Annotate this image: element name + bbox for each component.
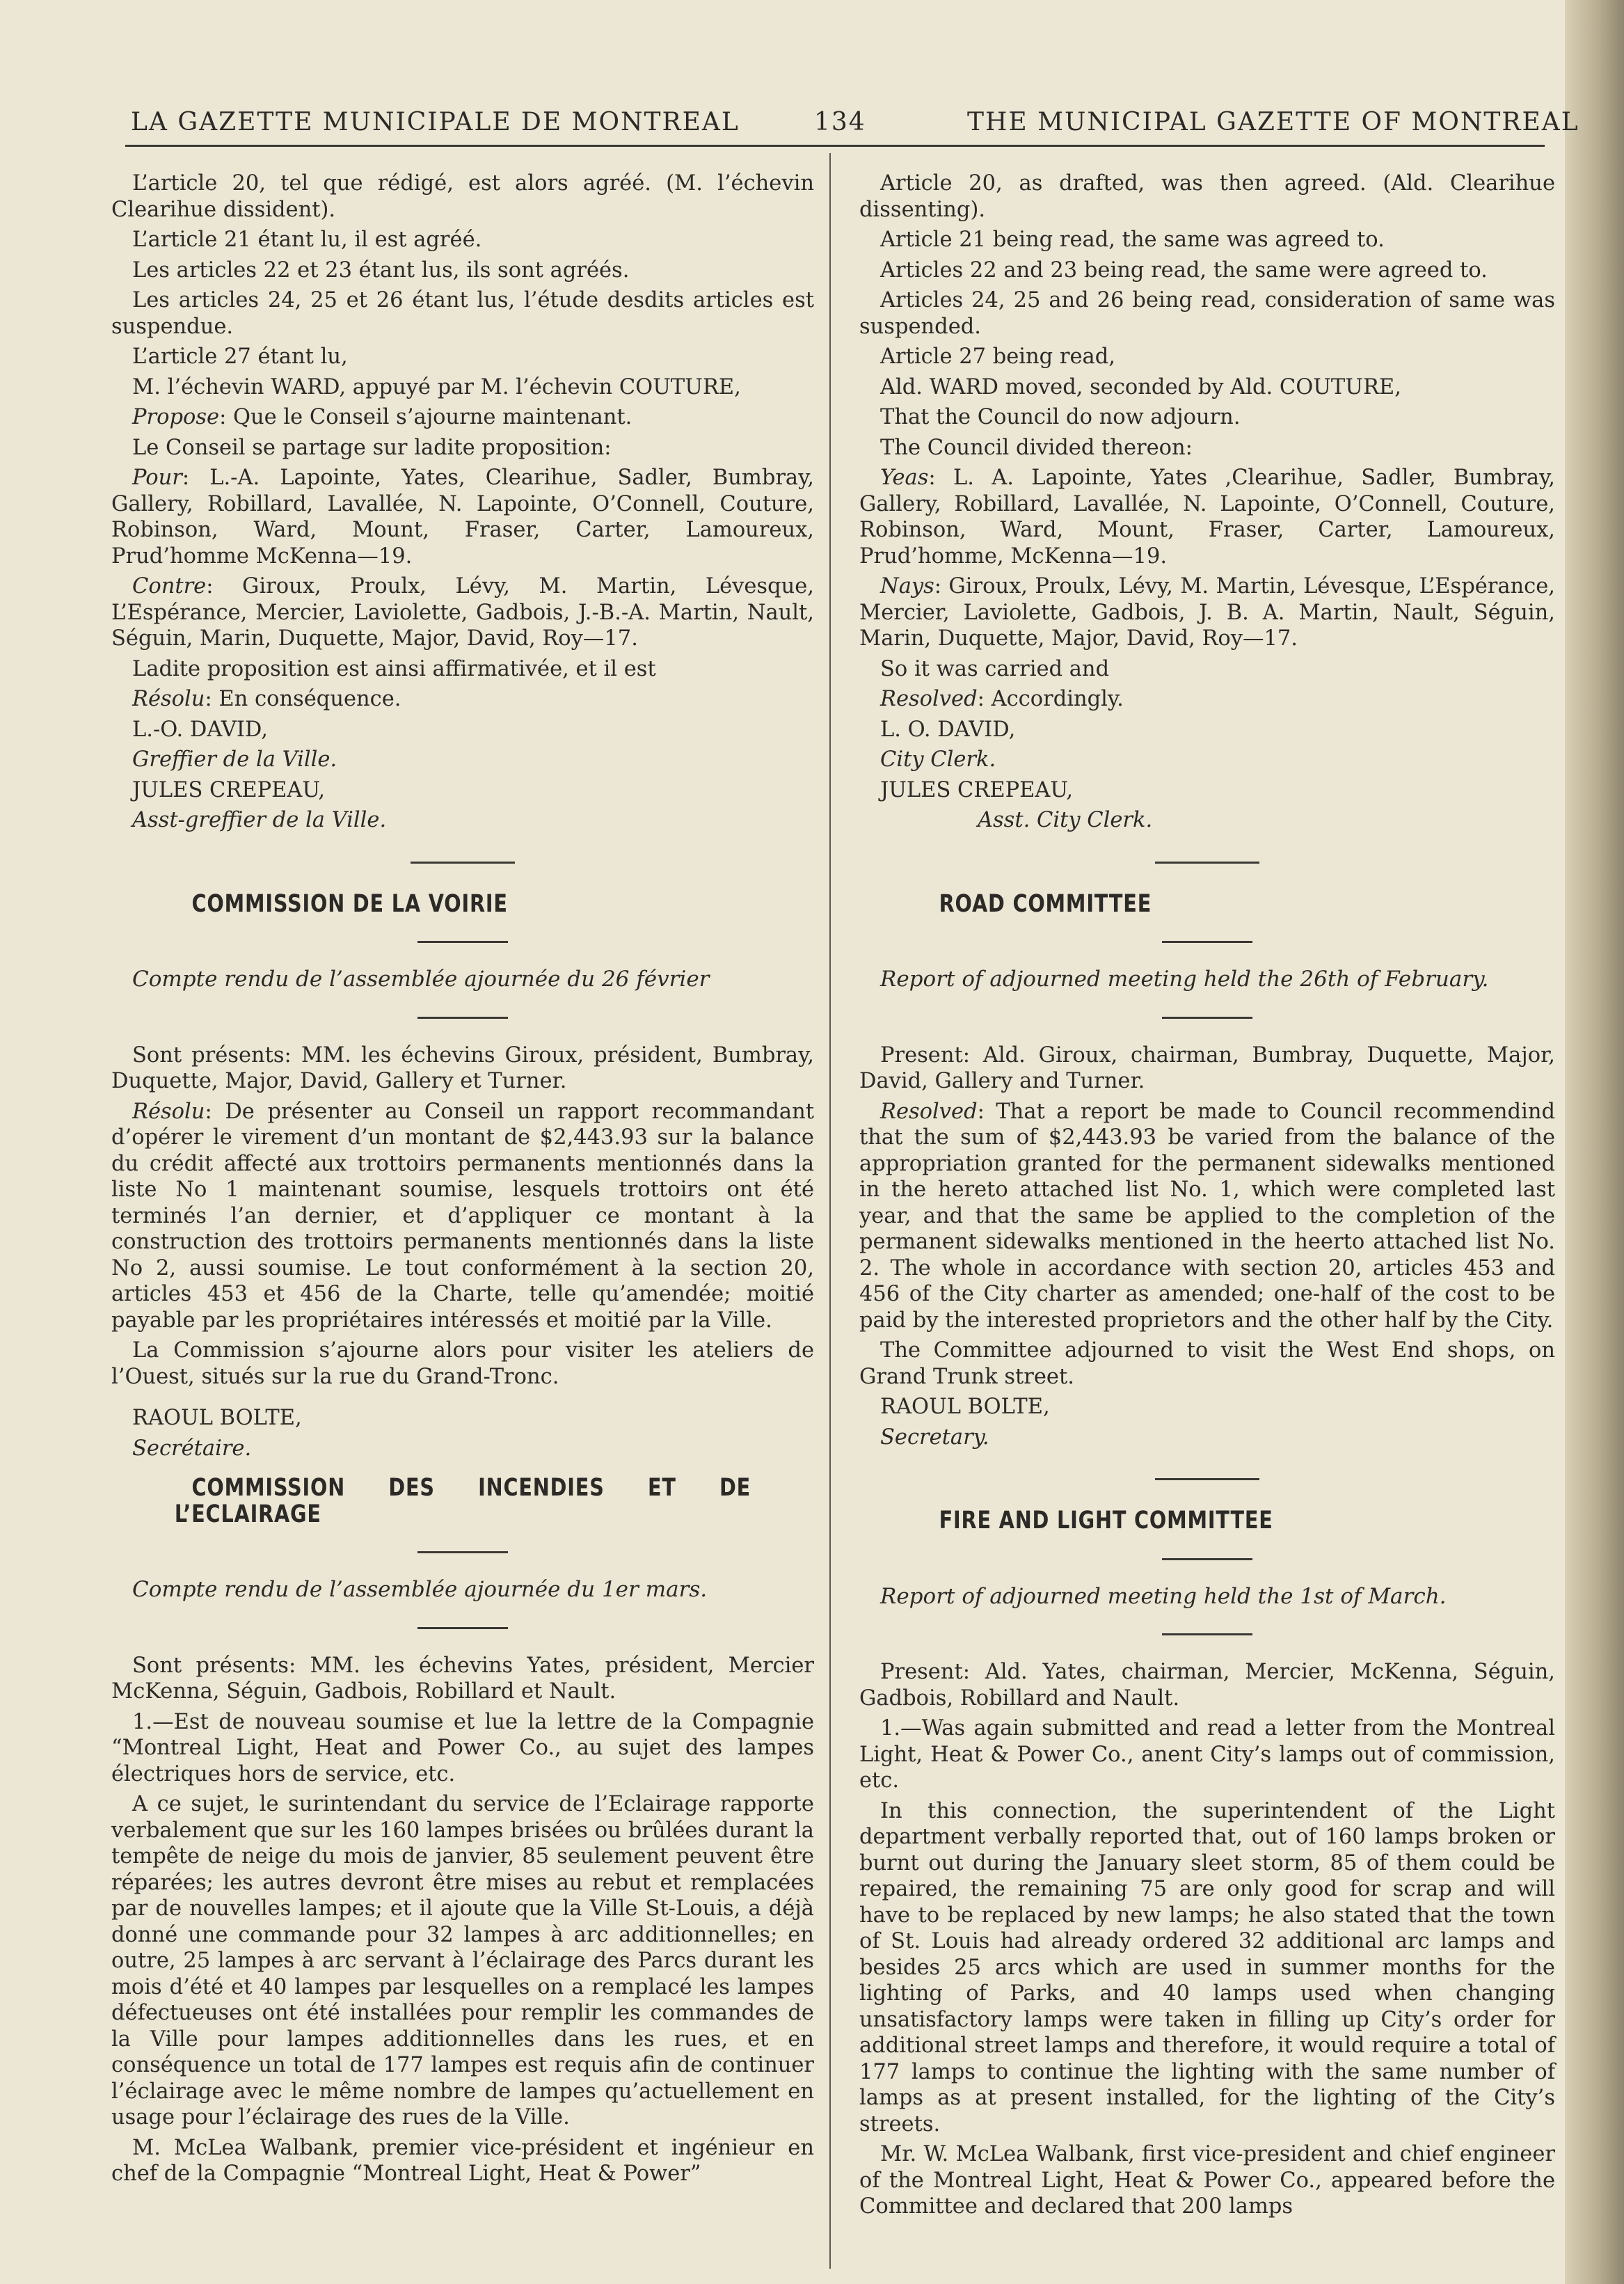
header-rule	[125, 145, 1545, 147]
paragraph: The Council divided thereon:	[880, 435, 1193, 460]
text: : Giroux, Proulx, Lévy, M. Martin, Lévesque, L’Espérance, Mercier, Laviolette, Gadbois, J.-B.-A. Martin, Nault, Séguin, Marin, Duquette, Major, David, Roy—17.	[111, 574, 814, 651]
running-header-french: LA GAZETTE MUNICIPALE DE MONTREAL	[131, 108, 740, 136]
label: Résolu	[132, 687, 205, 711]
signature-name: L.-O. DAVID,	[132, 717, 268, 742]
english-column	[859, 170, 1555, 2224]
section-heading: FIRE AND LIGHT COMMITTEE	[939, 1507, 1273, 1534]
paragraph: Les articles 24, 25 et 26 étant lus, l’étude desdits articles est suspendue.	[111, 288, 814, 339]
section-rule	[1162, 1633, 1252, 1635]
section-subheading: Report of adjourned meeting held the 1st of March.	[880, 1583, 1447, 1609]
paragraph: L’article 20, tel que rédigé, est alors agréé. (M. l’échevin Clearihue dissident).	[111, 171, 814, 222]
page-number: 134	[814, 108, 866, 136]
text: : Giroux, Proulx, Lévy, M. Martin, Lévesque, L’Espérance, Mercier, Laviolette, Gadbois, J. B. A. Martin, Nault, Séguin, Marin, Duquette, Major, David, Roy—17.	[859, 574, 1555, 651]
label: Propose	[132, 405, 220, 429]
paragraph: Ald. WARD moved, seconded by Ald. COUTURE,	[880, 374, 1401, 399]
running-header-english: THE MUNICIPAL GAZETTE OF MONTREAL	[967, 108, 1579, 136]
section-subheading: Compte rendu de l’assemblée ajournée du 26 février	[132, 967, 710, 992]
signature-name: RAOUL BOLTE,	[880, 1395, 1050, 1419]
text: : De présenter au Conseil un rapport recommandant d’opérer le virement d’un montant de $2,443.93 sur la balance du crédit affecté aux trottoirs permanents mentionnés dans la liste No 1 maintenant soumise, lesquels trottoirs ont été terminés l’an dernier, et d’appliquer ce montant à la construction des trottoirs permanents mentionnés dans la liste No 2, aussi soumise. Le tout conformément à la section 20, articles 453 et 456 de la Charte, telle qu’amendée; moitié payable par les propriétaires intéressés et moitié par la Ville.	[111, 1099, 814, 1333]
paragraph	[111, 686, 814, 713]
text: : L.-A. Lapointe, Yates, Clearihue, Sadler, Bumbray, Gallery, Robillard, Lavallée, N. Lapointe, O’Connell, Couture, Robinson, Ward, Mount, Fraser, Carter, Lamoureux, Prud’homme McKenna—19.	[111, 466, 814, 569]
paragraph: Article 20, as drafted, was then agreed. (Ald. Clearihue dissenting).	[859, 171, 1555, 222]
section-rule	[1155, 1478, 1259, 1480]
paragraph: That the Council do now adjourn.	[880, 405, 1241, 429]
page-edge	[1565, 0, 1624, 2284]
paragraph: Article 21 being read, the same was agreed to.	[880, 228, 1385, 252]
section-rule	[417, 1627, 508, 1629]
section-rule	[417, 1017, 508, 1019]
signature-title: Greffier de la Ville.	[132, 747, 337, 772]
assistant-name: JULES CREPEAU,	[132, 777, 326, 802]
paragraph: Sont présents: MM. les échevins Giroux, président, Bumbray, Duquette, Major, David, Gallery et Turner.	[111, 1042, 814, 1093]
paragraph	[111, 404, 814, 431]
paragraph: Sont présents: MM. les échevins Yates, président, Mercier McKenna, Séguin, Gadbois, Robillard et Nault.	[111, 1653, 814, 1704]
section-heading: ROAD COMMITTEE	[939, 889, 1152, 918]
paragraph: The Committee adjourned to visit the West End shops, on Grand Trunk street.	[859, 1338, 1555, 1389]
paragraph: M. l’échevin WARD, appuyé par M. l’échevin COUTURE,	[132, 374, 741, 399]
signature-name: L. O. DAVID,	[880, 717, 1016, 742]
paragraph	[111, 465, 814, 569]
section-subheading: Compte rendu de l’assemblée ajournée du 1er mars.	[132, 1577, 708, 1602]
paragraph	[111, 1099, 814, 1334]
text: : That a report be made to Council recommendind that the sum of $2,443.93 be varied from the balance of the appropriation granted for the permanent sidewalks mentioned in the hereto attached list No. 1, which were completed last year, and that the same be applied to the completion of the permanent sidewalks mentioned in the heerto attached list No. 2. The whole in accordance with section 20, articles 453 and 456 of the City charter as amended; one-half of the cost to be paid by the interested proprietors and the other half by the City.	[859, 1099, 1555, 1333]
paragraph: Articles 22 and 23 being read, the same were agreed to.	[880, 257, 1488, 283]
paragraph: Ladite proposition est ainsi affirmativée, et il est	[132, 656, 656, 681]
section-rule	[1155, 862, 1259, 864]
text: : En conséquence.	[205, 687, 401, 711]
signature-title: City Clerk.	[880, 747, 996, 772]
assistant-name: JULES CREPEAU,	[880, 777, 1074, 802]
paragraph	[859, 465, 1555, 569]
french-column	[111, 170, 814, 2191]
signature-title: Secrétaire.	[132, 1436, 252, 1461]
signature-title: Secretary.	[880, 1425, 989, 1450]
paragraph: A ce sujet, le surintendant du service de l’Eclairage rapporte verbalement que sur les 160 lampes brisées ou brûlées durant la tempête de neige du mois de janvier, 85 seulement peuvent être réparées; les autres devront être mises au rebut et remplacées par de nouvelles lampes; et il ajoute que la Ville St-Louis, a déjà donné une commande pour 32 lampes à arc additionnelles; en outre, 25 lampes à arc servant à l’éclairage des Parcs durant les mois d’été et 40 lampes par lesquelles on a remplacé les lampes défectueuses ont été installées pour remplir les commandes de la Ville pour lampes additionnelles dans les rues, et en conséquence un total de 177 lampes est requis afin de continuer l’éclairage avec le même nombre de lampes qu’actuellement en usage pour l’éclairage des rues de la Ville.	[111, 1792, 814, 2130]
paragraph: La Commission s’ajourne alors pour visiter les ateliers de l’Ouest, situés sur la rue du Grand-Tronc.	[111, 1338, 814, 1389]
paragraph: Articles 24, 25 and 26 being read, consideration of same was suspended.	[859, 288, 1555, 339]
column-divider	[829, 153, 831, 2269]
signature-name: RAOUL BOLTE,	[132, 1406, 302, 1430]
paragraph	[111, 573, 814, 652]
paragraph: Article 27 being read,	[880, 344, 1115, 369]
section-rule	[417, 941, 508, 943]
paragraph: Le Conseil se partage sur ladite proposition:	[132, 435, 612, 460]
section-rule	[417, 1551, 508, 1553]
paragraph: L’article 21 étant lu, il est agréé.	[132, 228, 482, 252]
section-rule	[1162, 941, 1252, 943]
paragraph: In this connection, the superintendent of the Light department verbally reported that, out of 160 lamps broken or burnt out during the January sleet storm, 85 of them could be repaired, the remaining 75 are only good for scrap and will have to be replaced by new lamps; he also stated that the town of St. Louis had already ordered 32 additional arc lamps and besides 25 arcs which are used in summer months for the lighting of Parks, and 40 lamps used when changing unsatisfactory lamps were taken in filling up City’s order for additional street lamps and therefore, it would require a total of 177 lamps to continue the lighting with the same number of lamps as at present installed, for the lighting of the City’s streets.	[859, 1798, 1555, 2136]
paragraph: 1.—Was again submitted and read a letter from the Montreal Light, Heat & Power Co., anent City’s lamps out of commission, etc.	[859, 1716, 1555, 1793]
assistant-title: Asst. City Clerk.	[978, 808, 1153, 832]
paragraph	[859, 1099, 1555, 1334]
paragraph	[859, 686, 1555, 713]
text: : Que le Conseil s’ajourne maintenant.	[219, 405, 632, 429]
section-heading: COMMISSION DE LA VOIRIE	[191, 889, 508, 918]
section-rule	[411, 862, 515, 864]
paragraph: M. McLea Walbank, premier vice-président et ingénieur en chef de la Compagnie “Montreal Light, Heat & Power”	[111, 2135, 814, 2186]
label: Yeas	[880, 466, 929, 490]
label: Contre	[132, 574, 207, 598]
text: : L. A. Lapointe, Yates ,Clearihue, Sadler, Bumbray, Gallery, Robillard, Lavallée, N. Lapointe, O’Connell, Couture, Robinson, Ward, Mount, Fraser, Carter, Lamoureux, Prud’homme, McKenna—19.	[859, 466, 1555, 569]
paragraph: So it was carried and	[880, 656, 1110, 681]
paragraph: 1.—Est de nouveau soumise et lue la lettre de la Compagnie “Montreal Light, Heat and Power Co., au sujet des lampes électriques hors de service, etc.	[111, 1709, 814, 1786]
paragraph: L’article 27 étant lu,	[132, 344, 348, 369]
paragraph: Present: Ald. Giroux, chairman, Bumbray, Duquette, Major, David, Gallery and Turner.	[859, 1042, 1555, 1093]
section-rule	[1162, 1558, 1252, 1560]
paragraph: Les articles 22 et 23 étant lus, ils sont agréés.	[132, 257, 630, 283]
label: Résolu	[132, 1099, 205, 1124]
section-rule	[1162, 1017, 1252, 1019]
section-heading: COMMISSION DES INCENDIES ET DE L’ECLAIRAGE	[174, 1474, 751, 1528]
paragraph: Mr. W. McLea Walbank, first vice-president and chief engineer of the Montreal Light, Heat & Power Co., appeared before the Committee and declared that 200 lamps	[859, 2142, 1555, 2219]
text: : Accordingly.	[977, 687, 1124, 711]
assistant-title: Asst-greffier de la Ville.	[132, 808, 387, 832]
label: Nays	[880, 574, 934, 598]
label: Resolved	[880, 687, 978, 711]
paragraph: Present: Ald. Yates, chairman, Mercier, McKenna, Séguin, Gadbois, Robillard and Nault.	[859, 1660, 1555, 1711]
label: Resolved	[880, 1099, 978, 1124]
section-subheading: Report of adjourned meeting held the 26th of February.	[880, 967, 1489, 992]
paragraph	[859, 573, 1555, 652]
label: Pour	[132, 466, 182, 490]
